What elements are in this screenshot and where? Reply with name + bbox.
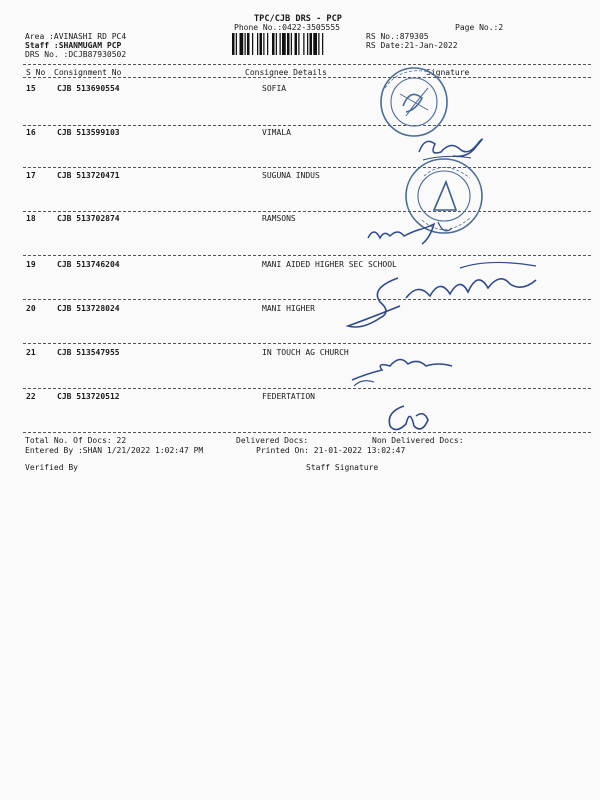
- row-consignment-number: CJB 513720471: [57, 171, 120, 180]
- barcode: [232, 33, 354, 55]
- barcode-bar: [260, 33, 263, 55]
- rs-number: RS No.:879305: [366, 32, 429, 41]
- header-rule-bottom: [23, 77, 591, 78]
- signature-row-19-20: [340, 258, 550, 338]
- page-number: Page No.:2: [455, 23, 504, 32]
- barcode-bar: [252, 33, 253, 55]
- signature-row-18: [360, 208, 480, 253]
- printed-on: Printed On: 21-01-2022 13:02:47: [256, 446, 406, 455]
- row-consignee-name: SUGUNA INDUS: [262, 171, 320, 180]
- signature-row-16: [405, 130, 495, 170]
- col-sno: S No: [26, 68, 46, 77]
- row-divider: [23, 125, 591, 126]
- report-title: TPC/CJB DRS - PCP: [254, 14, 342, 24]
- barcode-bar: [247, 33, 250, 55]
- row-divider: [23, 211, 591, 212]
- row-divider: [23, 255, 591, 256]
- row-divider: [23, 388, 591, 389]
- barcode-bar: [307, 33, 308, 55]
- drs-number: DRS No. :DCJB87930502: [25, 50, 127, 59]
- header-rule-top: [23, 64, 591, 65]
- row-serial-number: 20: [26, 304, 36, 313]
- barcode-bar: [322, 33, 323, 55]
- delivered-docs: Delivered Docs:: [236, 436, 309, 445]
- verified-by: Verified By: [25, 463, 78, 472]
- row-consignment-number: CJB 513728024: [57, 304, 120, 313]
- footer-rule: [23, 432, 591, 433]
- row-serial-number: 16: [26, 128, 36, 137]
- barcode-bar: [232, 33, 235, 55]
- row-serial-number: 17: [26, 171, 36, 180]
- non-delivered-docs: Non Delivered Docs:: [372, 436, 464, 445]
- barcode-bar: [282, 33, 286, 55]
- staff-signature: Staff Signature: [306, 463, 379, 472]
- row-consignee-name: MANI HIGHER: [262, 304, 315, 313]
- row-serial-number: 21: [26, 348, 36, 357]
- row-consignment-number: CJB 513690554: [57, 84, 120, 93]
- row-consignment-number: CJB 513702874: [57, 214, 120, 223]
- barcode-bar: [291, 33, 292, 55]
- entered-by: Entered By :SHAN 1/21/2022 1:02:47 PM: [25, 446, 204, 455]
- staff-label: Staff :SHANMUGAM PCP: [25, 41, 122, 50]
- rs-date: RS Date:21-Jan-2022: [366, 41, 458, 50]
- col-consignee: Consignee Details: [245, 68, 327, 77]
- barcode-bar: [280, 33, 281, 55]
- row-serial-number: 19: [26, 260, 36, 269]
- row-consignee-name: IN TOUCH AG CHURCH: [262, 348, 349, 357]
- barcode-bar: [267, 33, 268, 55]
- row-consignment-number: CJB 513599103: [57, 128, 120, 137]
- barcode-bar: [318, 33, 319, 55]
- total-docs: Total No. Of Docs: 22: [25, 436, 127, 445]
- row-serial-number: 18: [26, 214, 36, 223]
- barcode-bar: [313, 33, 317, 55]
- row-consignee-name: FEDERTATION: [262, 392, 315, 401]
- row-serial-number: 15: [26, 84, 36, 93]
- barcode-bar: [245, 33, 246, 55]
- row-consignee-name: MANI AIDED HIGHER SEC SCHOOL: [262, 260, 397, 269]
- row-serial-number: 22: [26, 392, 36, 401]
- barcode-bar: [298, 33, 299, 55]
- row-consignee-name: SOFIA: [262, 84, 287, 93]
- row-consignment-number: CJB 513720512: [57, 392, 120, 401]
- row-consignment-number: CJB 513746204: [57, 260, 120, 269]
- row-consignee-name: VIMALA: [262, 128, 291, 137]
- signature-row-21: [342, 340, 472, 390]
- barcode-bar: [272, 33, 275, 55]
- barcode-bar: [236, 33, 237, 55]
- barcode-bar: [295, 33, 298, 55]
- row-consignment-number: CJB 513547955: [57, 348, 120, 357]
- area-label: Area :AVINASHI RD PC4: [25, 32, 127, 41]
- barcode-bar: [287, 33, 290, 55]
- barcode-bar: [263, 33, 264, 55]
- barcode-bar: [310, 33, 313, 55]
- row-divider: [23, 343, 591, 344]
- barcode-bar: [257, 33, 258, 55]
- barcode-bar: [303, 33, 304, 55]
- row-consignee-name: RAMSONS: [262, 214, 296, 223]
- barcode-bar: [240, 33, 244, 55]
- row-divider: [23, 167, 591, 168]
- col-consignment: Consignment No: [54, 68, 122, 77]
- phone-number: Phone No.:0422-3505555: [234, 23, 340, 32]
- barcode-bar: [276, 33, 277, 55]
- col-signature: Signature: [426, 68, 470, 77]
